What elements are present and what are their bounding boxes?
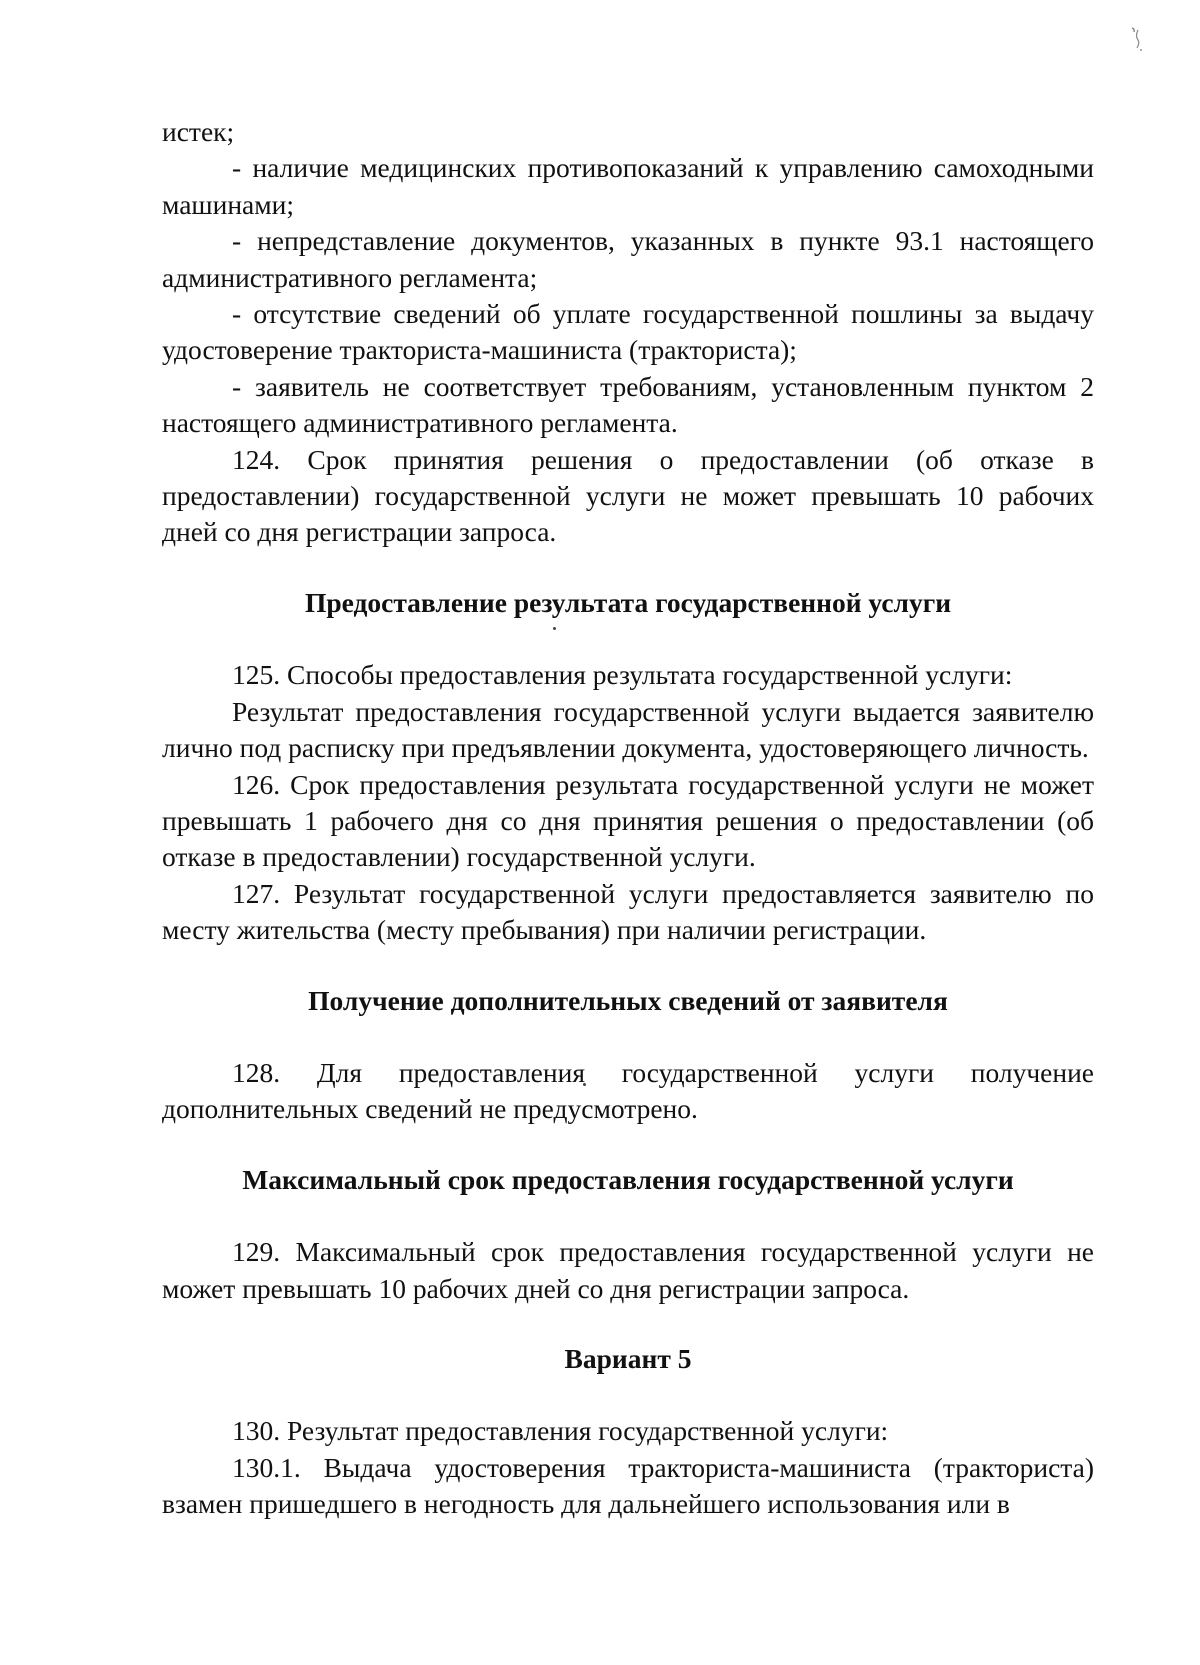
list-item-medical-contraindications: - наличие медицинских противопоказаний к управлению самоходными машинами; [162, 152, 1094, 220]
paragraph-128: 128. Для предоставления государственной услуги получение дополнительных сведений не предусмотрено. [162, 1056, 1094, 1125]
paragraph-127: 127. Результат государственной услуги предоставляется заявителю по месту жительства (месту пребывания) при наличии регистрации. [162, 877, 1094, 946]
paragraph-continuation: истек; [162, 116, 235, 147]
section-heading-max-term: Максимальный срок предоставления государственной услуги [242, 1163, 1014, 1195]
paragraph-125-body: Результат предоставления государственной услуги выдается заявителю лично под расписку при предъявлении документа, удостоверяющего личность. [162, 695, 1094, 764]
document-body [162, 114, 1094, 1523]
list-item-documents-not-provided: - непредставление документов, указанных в пункте 93.1 настоящего административного регламента; [162, 225, 1094, 293]
list-item-no-fee-payment: - отсутствие сведений об уплате государственной пошлины за выдачу удостоверение тракториста-машиниста (тракториста); [162, 298, 1094, 366]
section-heading-result-provision: Предоставление результата государственной услуги [304, 586, 952, 618]
paragraph-126: 126. Срок предоставления результата государственной услуги не может превышать 1 рабочего дня со дня принятия решения о предоставлении (об отказе в предоставлении) государственной услуги. [162, 768, 1094, 873]
paragraph-129: 129. Максимальный срок предоставления государственной услуги не может превышать 10 рабочих дней со дня регистрации запроса. [162, 1236, 1094, 1304]
paragraph-130: 130. Результат предоставления государственной услуги: [232, 1415, 889, 1447]
scan-artifact-mark [1128, 26, 1146, 54]
paragraph-130-1: 130.1. Выдача удостоверения тракториста-машиниста (тракториста) взамен пришедшего в негодность для дальнейшего использования или в [162, 1451, 1094, 1520]
section-heading-additional-info: Получение дополнительных сведений от заявителя [308, 984, 948, 1016]
paragraph-125: 125. Способы предоставления результата государственной услуги: [232, 659, 1013, 691]
section-heading-variant-5: Вариант 5 [564, 1342, 692, 1374]
list-item-requirements-not-met: - заявитель не соответствует требованиям, установленным пунктом 2 настоящего административного регламента. [162, 370, 1094, 439]
paragraph-124: 124. Срок принятия решения о предоставлении (об отказе в предоставлении) государственной услуги не может превышать 10 рабочих дней со дня регистрации запроса. [162, 443, 1094, 548]
